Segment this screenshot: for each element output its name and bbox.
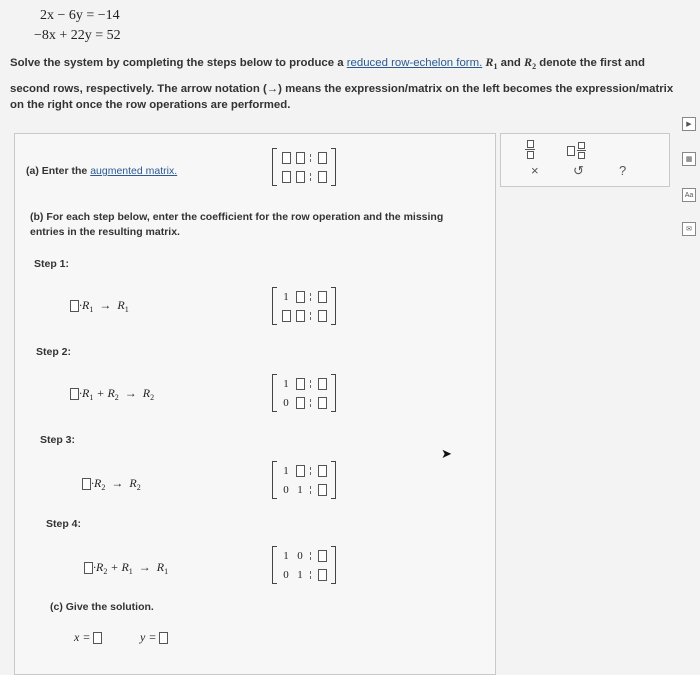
- matrix-entry: 0: [283, 568, 289, 581]
- matrix-input[interactable]: [318, 484, 327, 496]
- step-2-label: Step 2:: [36, 346, 72, 358]
- close-icon[interactable]: ×: [531, 163, 539, 178]
- matrix-input[interactable]: [318, 378, 327, 390]
- step-4-operation: $\cdot R_2 + R_1 \to R_1$: [84, 560, 168, 576]
- step-4-label: Step 4:: [46, 518, 82, 530]
- matrix-input[interactable]: [296, 397, 305, 409]
- matrix-input[interactable]: [318, 569, 327, 581]
- matrix-entry: 1: [297, 568, 303, 581]
- step-3-coefficient-input[interactable]: [82, 478, 91, 490]
- equation-1: 2x − 6y = −14: [40, 8, 120, 23]
- math-toolbar: [500, 133, 670, 187]
- step-2-operation: $\cdot R_1 + R_2 \to R_2$: [70, 386, 154, 402]
- intro-line-1: [10, 53, 645, 76]
- equation-2: −8x + 22y = 52: [34, 28, 121, 43]
- y-input[interactable]: [159, 632, 168, 644]
- step-2-coefficient-input[interactable]: [70, 388, 79, 400]
- matrix-a-cell[interactable]: [296, 171, 305, 183]
- r1-symbol: $R_1$: [485, 55, 498, 71]
- step-3-matrix: [272, 461, 336, 499]
- matrix-input[interactable]: [318, 310, 327, 322]
- matrix-entry: 1: [283, 377, 289, 390]
- step-1-label: Step 1:: [34, 258, 70, 270]
- matrix-a-cell[interactable]: [318, 152, 327, 164]
- matrix-entry: 1: [283, 549, 289, 562]
- matrix-entry: 0: [283, 396, 289, 409]
- matrix-input[interactable]: [296, 378, 305, 390]
- undo-icon[interactable]: ↺: [573, 163, 584, 178]
- matrix-input[interactable]: [282, 310, 291, 322]
- matrix-a-cell[interactable]: [282, 152, 291, 164]
- mail-icon[interactable]: ✉: [682, 222, 696, 236]
- r2-symbol: $R_2$: [524, 55, 537, 71]
- mouse-cursor-icon: ➤: [441, 446, 452, 461]
- step-1-operation: $\cdot R_1 \to R_1$: [70, 298, 129, 314]
- calculator-icon[interactable]: ▦: [682, 152, 696, 166]
- intro-line-3: on the right once the row operations are performed.: [10, 99, 291, 111]
- matrix-entry: 0: [297, 549, 303, 562]
- intro-line-2: second rows, respectively. The arrow notation (→) means the expression/matrix on the left becomes the expression/matrix: [10, 83, 674, 95]
- part-a-label: (a) Enter the augmented matrix.: [26, 165, 178, 177]
- step-3-label: Step 3:: [40, 434, 76, 446]
- text-icon[interactable]: Aa: [682, 188, 696, 202]
- matrix-a-cell[interactable]: [318, 171, 327, 183]
- step-4-matrix: [272, 546, 336, 584]
- y-label: y =: [140, 630, 157, 644]
- step-4-coefficient-input[interactable]: [84, 562, 93, 574]
- matrix-input[interactable]: [296, 310, 305, 322]
- matrix-a-cell[interactable]: [296, 152, 305, 164]
- matrix-input[interactable]: [318, 291, 327, 303]
- matrix-input[interactable]: [296, 291, 305, 303]
- fraction-button[interactable]: [525, 140, 535, 159]
- x-input[interactable]: [93, 632, 102, 644]
- matrix-input[interactable]: [318, 397, 327, 409]
- matrix-input[interactable]: [296, 465, 305, 477]
- and-text: and: [500, 57, 521, 69]
- intro-text: Solve the system by completing the steps below to produce a: [10, 57, 344, 69]
- part-c-label: (c) Give the solution.: [50, 601, 154, 613]
- matrix-entry: 1: [283, 290, 289, 303]
- step-3-operation: $\cdot R_2 \to R_2$: [82, 476, 141, 492]
- augmented-matrix-link[interactable]: augmented matrix.: [90, 165, 178, 177]
- augmented-matrix: [272, 148, 336, 186]
- step-1-matrix: [272, 287, 336, 325]
- x-label: x =: [74, 630, 91, 644]
- matrix-entry: 0: [283, 483, 289, 496]
- reduced-row-echelon-link[interactable]: reduced row-echelon form.: [346, 57, 483, 69]
- step-1-coefficient-input[interactable]: [70, 300, 79, 312]
- mixed-number-button[interactable]: [567, 142, 586, 159]
- matrix-entry: 1: [283, 464, 289, 477]
- part-b-text: (b) For each step below, enter the coefficient for the row operation and the missing entries in the resulting matrix.: [30, 211, 444, 238]
- help-icon[interactable]: ?: [619, 163, 627, 178]
- matrix-input[interactable]: [318, 465, 327, 477]
- solution-y: [140, 630, 168, 645]
- solution-x: [74, 630, 102, 645]
- play-icon[interactable]: ▶: [682, 117, 696, 131]
- matrix-entry: 1: [297, 483, 303, 496]
- intro-text-end: denote the first and: [539, 57, 645, 69]
- step-2-matrix: [272, 374, 336, 412]
- matrix-a-cell[interactable]: [282, 171, 291, 183]
- matrix-input[interactable]: [318, 550, 327, 562]
